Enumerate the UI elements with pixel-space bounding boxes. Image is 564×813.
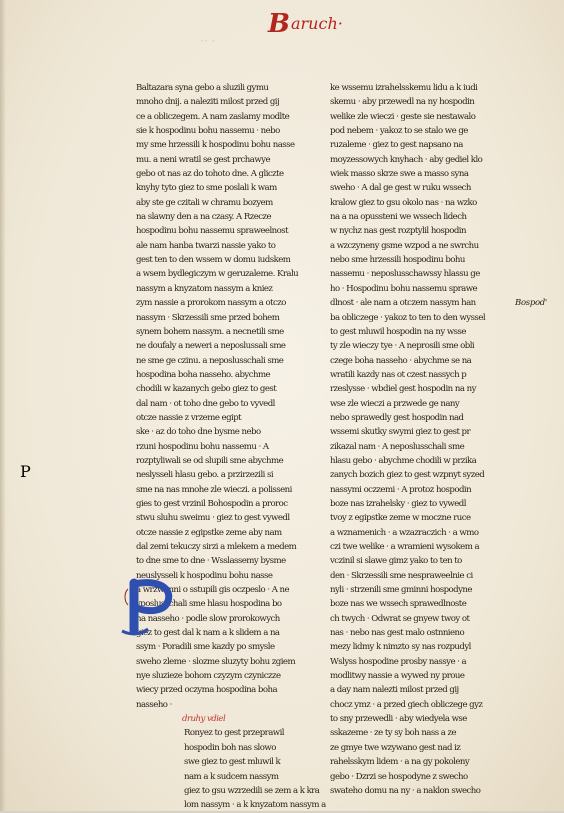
text-line: mu. a neni wratil se gest prchawye [136,154,270,165]
page-heading [268,9,343,39]
text-line: Ronyez to gest przeprawil [184,728,284,739]
text-line: a wznamenich · a wzazraczich · a wmo [330,527,479,538]
text-line: rzuni hospodinu bohu nassemu · A [136,441,269,452]
text-line: to gest mluwil hospodin na ny wsse [330,326,466,337]
text-line: hospodina boha nasseho. abychme [136,369,271,380]
text-line: ssym · Poradili sme kazdy po smysle [136,642,275,653]
text-line: ze gmye twe wzywano gest nad iz [330,742,461,753]
text-line: wssemi skutky swymi giez to gest pr [330,427,471,438]
text-line: giez to gsu wzrzedili se zem a k kra [184,785,320,796]
text-line: nassym · Skrzessili sme przed bohem [136,312,280,323]
text-line: mezy lidmy k nimzto sy nas rozpudyl [330,642,471,653]
text-line: na a na opussteni we wssech lidech [330,212,467,223]
text-line: gies to gest vrzinil Bohospodin a proroc [136,498,288,509]
text-line: moyzessowych knyhach · aby gediel klo [330,154,483,165]
text-line: ch twych · Odwrat se gnyew twoy ot [330,613,470,624]
text-line: nassemu · neposlusschawssy hlassu ge [330,269,480,280]
text-line: boze nas izrahelsky · giez to vywedl [330,498,466,509]
text-line: aby ste ge czitali w chramu bozyem [136,197,273,208]
text-line: rzeslysse · wbdiel gest hospodin na ny [330,384,476,395]
right-column [330,81,520,798]
text-line: gebo ot nas az do tohoto dne. A gliczte [136,169,284,180]
text-line: ale nam hanba twarzi nassie yako to [136,240,276,251]
text-line: pod nebem · yakoz to se stalo we ge [330,126,468,137]
text-line: hospodin boh nas slowo [184,742,276,753]
text-line: dal nam · ot toho dne gebo to vyvedl [136,398,275,409]
text-line: otcze nassie z egipstke zeme aby nam [136,527,282,538]
text-line: a wsem bydlegiczym w geruzaleme. Kralu [136,269,299,280]
text-line: wiek masso skrze swe a masso syna [330,169,469,180]
text-line: gebo · Dzrzi se hospodyne z swecho [330,771,468,782]
text-line: zym nassie a prorokom nassym a otczo [136,298,286,309]
text-line: tvoy z egipstke zeme w moczne ruce [330,513,471,524]
text-line: vczinil si slawe gimz yako to ten to [330,556,462,567]
text-line: nassym a knyzatom nassym a kniez [136,283,273,294]
text-line: sie k hospodinu bohu nassemu · nebo [136,126,280,137]
text-line: kralow giez to gsu okolo nas · na wzko [330,197,477,208]
text-line: a wrzwenni o sstupili gis oczpeslo · A ne [136,585,290,596]
text-line: modlitwy nassie a wywed ny proue [330,671,465,682]
text-line: ba obliczege · yakoz to ten to den wyssel [330,312,486,323]
margin-note: Bospod' [515,298,547,308]
rubric-line [136,712,326,726]
text-line: ce a obliczegem. A nam zaslamy modlte [136,111,290,122]
text-line: sweho · A dal ge gest w ruku wssech [330,183,471,194]
text-line: na slawny den a na czasy. A Rzecze [136,212,272,223]
text-line: rozptyliwali se od slupili sme abychme [136,455,284,466]
rubric-label: druhy vdiel [182,714,226,725]
text-line: ha nasseho · podle slow prorokowych [136,613,280,624]
text-line: giez to gest dal k nam a k slidem a na [136,628,280,639]
text-line: knyhy tyto giez to sme poslali k wam [136,183,277,194]
text-line: gest ten to den wssem w domu iudskem [136,255,291,266]
text-line: czi twe welike · a wramieni wysokem a [330,542,480,552]
text-line: vposlusschali sme hlasu hospodina bo [136,599,282,610]
text-line: dlnost · ale nam a otczem nassym han [330,298,476,309]
text-line: boze nas we wssech sprawedlnoste [330,599,467,610]
text-line: wse zle wieczi a przwede ge nany [330,398,460,409]
text-line: wiecy przed oczyma hospodina boha [136,685,278,696]
text-line: nam a k sudcem nassym [184,771,279,782]
text-line: swateho domu na ny · a naklon swecho [330,785,481,796]
text-line: nas · nebo nas gest malo ostnnieno [330,628,465,639]
text-line: zikazal nam · A neposlusschali sme [330,441,465,452]
text-line: my sme hrzessili k hospodinu bohu nasse [136,140,295,151]
text-line: skemu · aby przewedl na ny hospodin [330,97,475,108]
text-line: den · Skrzessili sme nespraweelnie ci [330,570,473,581]
text-line: chocz ymz · a przed giech obliczege gyz [330,699,483,710]
initial-letter: P [20,462,31,481]
text-line: Baltazara syna gebo a sluzili gymu [136,83,269,93]
text-line: lom nassym · a k knyzatom nassym a [184,800,326,811]
text-line: sme na nas mnohe zle wieczi. a polisseni [136,484,292,495]
text-line: w nychz nas gest rozptylil hospodin [330,226,466,237]
text-line: ne sme ge czinu. a neposlusschali sme [136,355,284,366]
text-line: ruzaleme · giez to gest napsano na [330,140,463,151]
text-line: wratili kazdy nas ot czest nassych p [330,369,467,380]
bleed-through-heading: ·· · [200,34,216,48]
text-line: ne doufaly a neweri a neposlussali sme [136,341,286,352]
text-line: rahelsskym lidem · a na gy pokoleny [330,757,470,768]
text-line: hlasu gebo · abychme chodili w przika [330,455,477,466]
left-column [136,81,326,813]
text-line: chodili w kazanych gebo giez to gest [136,384,277,395]
text-line: zanych bozich giez to gest wzpnyt syzed [330,470,485,481]
text-line: stwu sluhu sweimu · giez to gest vywedl [136,513,290,524]
decorated-initial [20,462,178,635]
text-line: mnoho dnij. a naleziti milost przed gij [136,97,280,108]
text-line: nassymi oczzemi · A protoz hospodin [330,484,472,495]
heading-rest: aruch· [290,14,343,33]
text-line: welike zle wieczi · geste sie nestawalo [330,111,476,122]
text-line: otcze nassie z vrzeme egipt [136,412,242,423]
text-line: to dne sme to dne · Wsslassemy bysme [136,556,286,567]
text-line: to sny przewedli · aby wiedyela wse [330,714,467,725]
text-line: a wzczyneny gsme wzpod a ne swrchu [330,240,479,251]
text-line: a day nam nalezti milost przed gij [330,685,459,696]
text-line: synem bohem nassym. a necnetili sme [136,326,284,337]
text-line: nebo sme hrzessili hospodinu bohu [330,255,465,266]
text-line: czege boha nasseho · abychme se na [330,355,472,366]
text-line: neuslysseli k hospodinu bohu nasse [136,570,273,581]
text-line: sskazeme · ze ty sy boh nass a ze [330,728,457,739]
text-line: hospodinu bohu nassemu spraweelnost [136,226,289,237]
heading-initial: B [268,9,290,39]
text-line: neslysseli hlasu gebo. a przirzezili si [136,470,274,481]
text-line: ke wssemu izrahelsskemu lidu a k iudi [330,83,478,93]
text-line: nasseho · [136,699,172,710]
text-line: nebo sprawedly gest hospodin nad [330,412,464,423]
text-line: nye sluzieze bohom czyzym czyniczze [136,671,281,682]
text-line: swe giez to gest mluwil k [184,757,281,768]
text-line: ho · Hospodinu bohu nassemu sprawe [330,283,478,294]
text-line: dal zemi tekuczy sirzi a mlekem a medem [136,542,297,552]
text-line: ty zle wieczy tye · A neprosili sme obli [330,341,475,352]
text-line: Wslyss hospodine prosby nassye · a [330,656,467,667]
text-line: ske · az do toho dne bysme nebo [136,427,261,438]
text-line: nyli · strzenili sme gminni hospodyne [330,585,472,596]
text-line: sweho zleme · slozme sluzyty bohu zgiem [136,656,296,667]
